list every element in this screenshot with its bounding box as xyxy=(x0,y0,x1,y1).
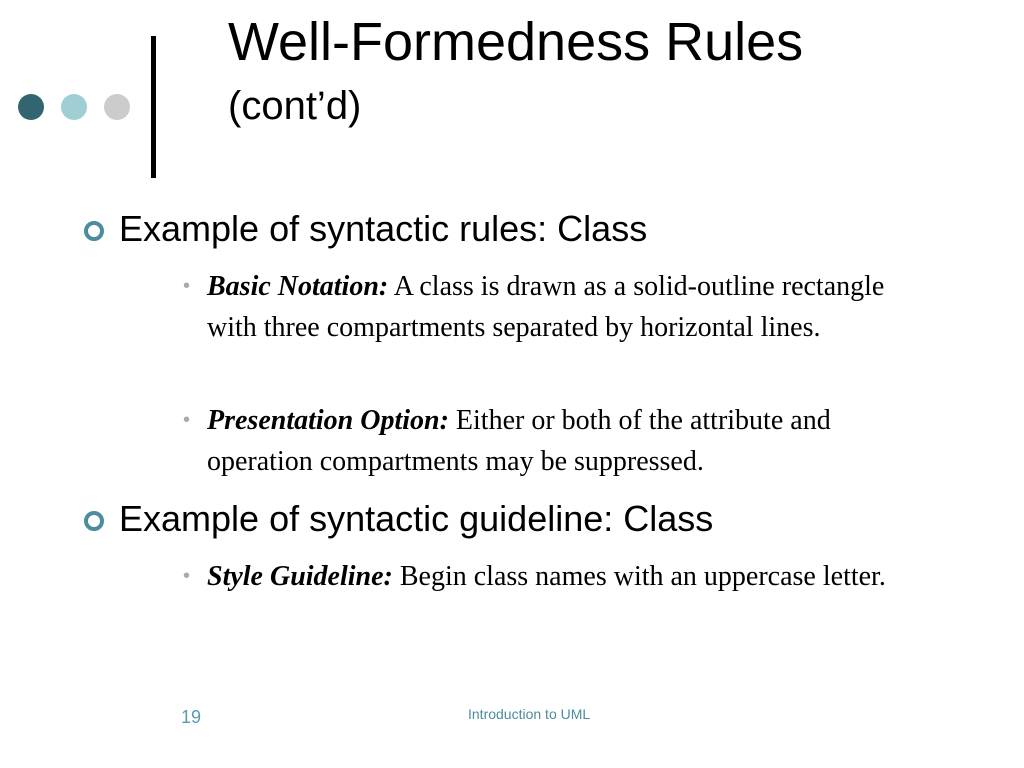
sub-bullet-text: A class is drawn as a solid-outline rectangle with three compartments separated by horizontal lines. xyxy=(207,271,885,343)
slide-title: Well-Formedness Rules xyxy=(228,12,804,72)
sub-bullet-term: Presentation Option: xyxy=(207,405,449,436)
sub-bullet-body xyxy=(207,556,923,597)
bullet-text: Example of syntactic rules: Class xyxy=(119,208,648,249)
dot-dark-icon xyxy=(18,94,44,120)
ring-bullet-icon xyxy=(84,221,104,241)
dot-light-icon xyxy=(61,94,87,120)
ring-bullet-icon xyxy=(84,511,104,531)
footer-title: Introduction to UML xyxy=(468,706,591,722)
title-divider xyxy=(151,36,156,178)
dot-bullet-icon: • xyxy=(183,565,191,587)
slide-subtitle: (cont’d) xyxy=(228,84,362,128)
dot-bullet-icon: • xyxy=(183,275,191,297)
dot-bullet-icon: • xyxy=(183,409,191,431)
sub-bullet-term: Basic Notation: xyxy=(207,271,389,302)
sub-bullet-text: Begin class names with an uppercase letter. xyxy=(392,561,886,592)
sub-bullet-text: Either or both of the attribute and operation compartments may be suppressed. xyxy=(207,405,831,477)
sub-bullet-term: Style Guideline: xyxy=(207,561,393,592)
sub-bullet-body xyxy=(207,400,923,482)
bullet-text: Example of syntactic guideline: Class xyxy=(119,498,714,539)
dot-grey-icon xyxy=(104,94,130,120)
page-number: 19 xyxy=(181,707,202,727)
decorative-dots xyxy=(18,94,133,120)
sub-bullet-body xyxy=(207,266,923,348)
